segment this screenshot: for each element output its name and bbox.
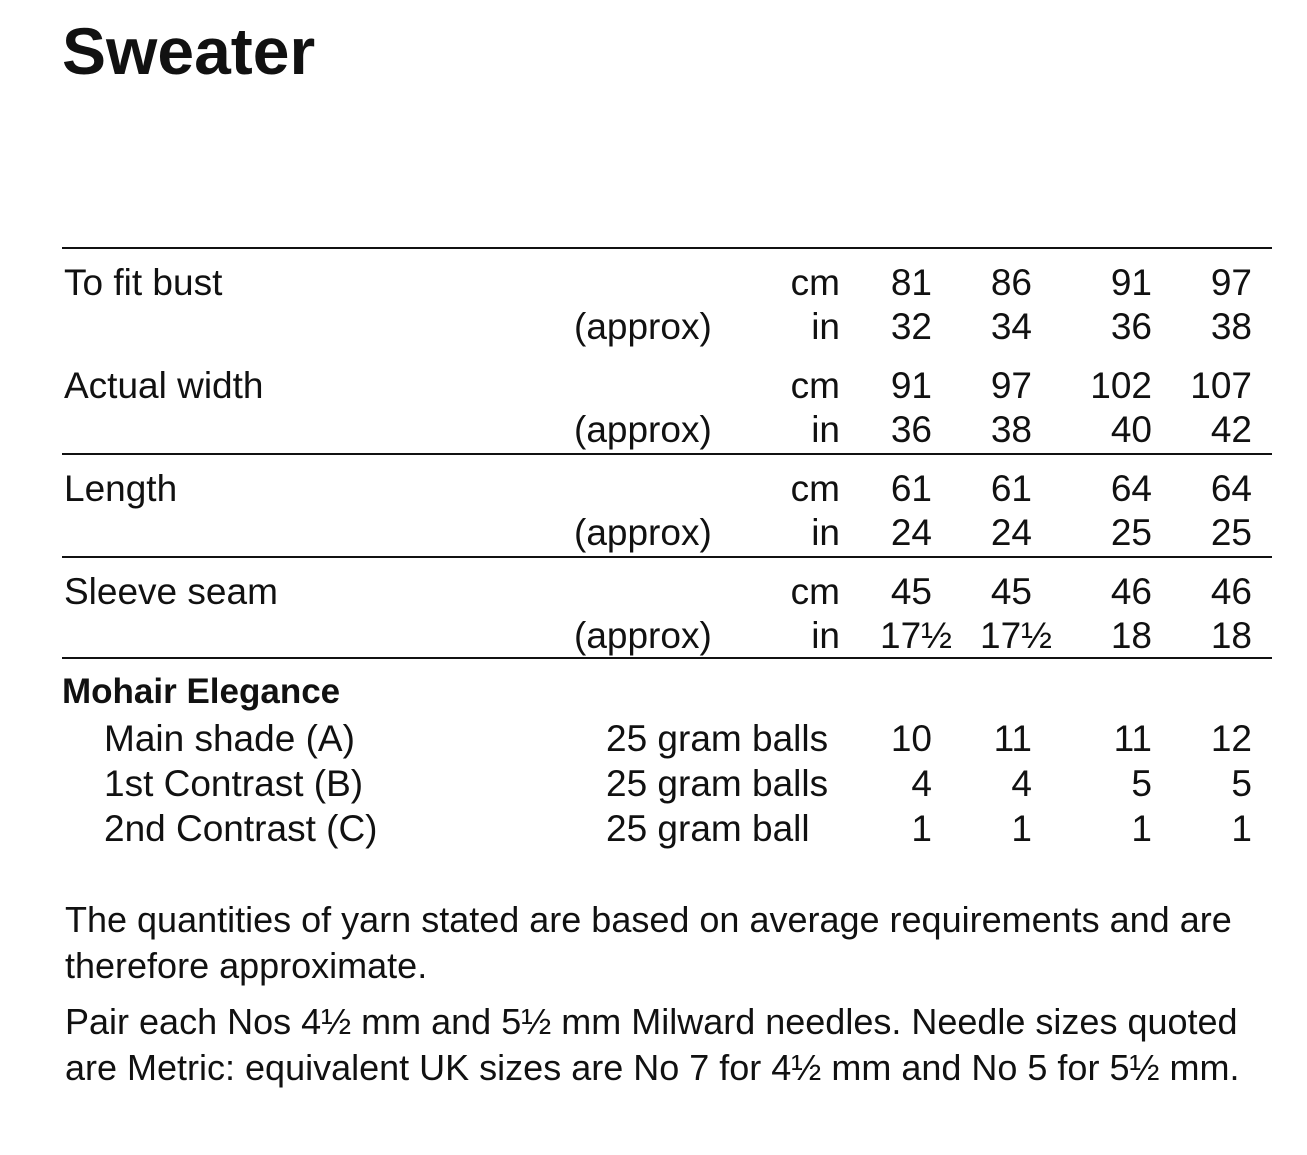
approx-label: (approx) bbox=[574, 615, 712, 656]
value-cell: 24 bbox=[890, 512, 932, 553]
row-divider bbox=[62, 453, 1272, 455]
yarn-quantity-note: The quantities of yarn stated are based on average requirements and are therefore approximate. bbox=[65, 899, 1232, 986]
unit-cm: cm bbox=[790, 262, 840, 303]
value-cell: 34 bbox=[990, 306, 1032, 347]
yarn-label: 1st Contrast (B) bbox=[104, 763, 364, 804]
value-cell: 81 bbox=[890, 262, 932, 303]
value-cell: 40 bbox=[1110, 409, 1152, 450]
page-title: Sweater bbox=[62, 14, 316, 88]
value-cell: 4 bbox=[1011, 763, 1032, 804]
value-cell: 24 bbox=[990, 512, 1032, 553]
row-divider bbox=[62, 556, 1272, 558]
value-cell: 45 bbox=[890, 571, 932, 612]
value-cell: 1 bbox=[1131, 808, 1152, 849]
value-cell: 5 bbox=[1231, 763, 1252, 804]
value-cell: 1 bbox=[1011, 808, 1032, 849]
unit-cm: cm bbox=[790, 468, 840, 509]
unit-in: in bbox=[811, 306, 840, 347]
value-cell: 46 bbox=[1110, 571, 1152, 612]
unit-in: in bbox=[811, 615, 840, 656]
value-cell: 45 bbox=[990, 571, 1032, 612]
value-cell: 11 bbox=[993, 718, 1032, 759]
approx-label: (approx) bbox=[574, 512, 712, 553]
unit-cm: cm bbox=[790, 365, 840, 406]
value-cell: 64 bbox=[1210, 468, 1252, 509]
yarn-unit: 25 gram ball bbox=[606, 808, 810, 849]
unit-in: in bbox=[811, 409, 840, 450]
value-cell: 25 bbox=[1110, 512, 1152, 553]
value-cell: 64 bbox=[1110, 468, 1152, 509]
approx-label: (approx) bbox=[574, 409, 712, 450]
value-cell: 18 bbox=[1110, 615, 1152, 656]
value-cell: 36 bbox=[1110, 306, 1152, 347]
unit-in: in bbox=[811, 512, 840, 553]
table-top-rule bbox=[62, 247, 1272, 249]
value-cell: 38 bbox=[990, 409, 1032, 450]
value-cell: 102 bbox=[1090, 365, 1152, 406]
value-cell: 1 bbox=[1231, 808, 1252, 849]
value-cell: 4 bbox=[911, 763, 932, 804]
value-cell: 61 bbox=[990, 468, 1032, 509]
value-cell: 46 bbox=[1210, 571, 1252, 612]
value-cell: 10 bbox=[890, 718, 932, 759]
value-cell: 91 bbox=[890, 365, 932, 406]
measurement-label: Length bbox=[64, 468, 178, 509]
measurement-label: Actual width bbox=[64, 365, 264, 406]
yarn-label: Main shade (A) bbox=[104, 718, 355, 759]
measurement-label: Sleeve seam bbox=[64, 571, 278, 612]
value-cell: 97 bbox=[1210, 262, 1252, 303]
value-cell: 5 bbox=[1131, 763, 1152, 804]
value-cell: 86 bbox=[990, 262, 1032, 303]
value-cell: 17½ bbox=[880, 615, 953, 656]
yarn-heading: Mohair Elegance bbox=[62, 672, 341, 711]
value-cell: 12 bbox=[1210, 718, 1252, 759]
value-cell: 97 bbox=[990, 365, 1032, 406]
value-cell: 61 bbox=[890, 468, 932, 509]
needle-note: Pair each Nos 4½ mm and 5½ mm Milward needles. Needle sizes quoted are Metric: equivalent UK sizes are No 7 for 4½ mm and No 5 for 5½ mm. bbox=[65, 1001, 1240, 1088]
yarn-unit: 25 gram balls bbox=[606, 763, 829, 804]
value-cell: 18 bbox=[1210, 615, 1252, 656]
value-cell: 36 bbox=[890, 409, 932, 450]
yarn-label: 2nd Contrast (C) bbox=[104, 808, 378, 849]
value-cell: 11 bbox=[1113, 718, 1152, 759]
value-cell: 25 bbox=[1210, 512, 1252, 553]
measurement-label: To fit bust bbox=[64, 262, 223, 303]
unit-cm: cm bbox=[790, 571, 840, 612]
approx-label: (approx) bbox=[574, 306, 712, 347]
value-cell: 91 bbox=[1110, 262, 1152, 303]
value-cell: 42 bbox=[1210, 409, 1252, 450]
yarn-unit: 25 gram balls bbox=[606, 718, 829, 759]
value-cell: 1 bbox=[911, 808, 932, 849]
row-divider bbox=[62, 657, 1272, 659]
value-cell: 38 bbox=[1210, 306, 1252, 347]
value-cell: 107 bbox=[1190, 365, 1252, 406]
value-cell: 17½ bbox=[980, 615, 1053, 656]
value-cell: 32 bbox=[890, 306, 932, 347]
